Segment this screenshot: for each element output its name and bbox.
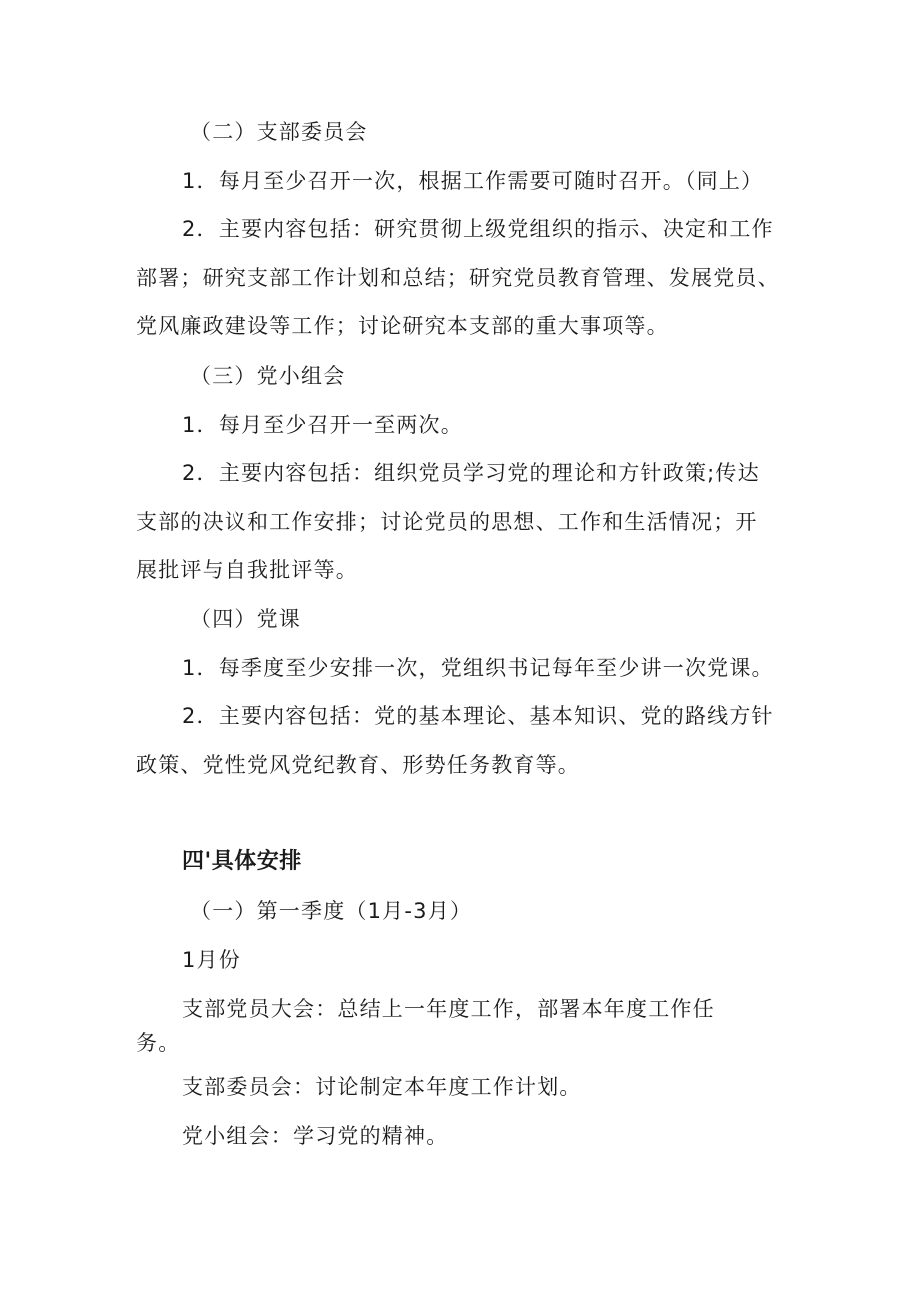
paragraph-line: 支部委员会：讨论制定本年度工作计划。 bbox=[182, 1075, 582, 1099]
paragraph-line: 2．主要内容包括：党的基本理论、基本知识、党的路线方针 bbox=[182, 704, 774, 728]
paragraph-line: 政策、党性党风党纪教育、形势任务教育等。 bbox=[136, 753, 580, 777]
paragraph-line: 展批评与自我批评等。 bbox=[136, 558, 358, 582]
subsection-heading-q1: （一）第一季度（1月-3月） bbox=[190, 899, 473, 923]
paragraph-line: 党风廉政建设等工作；讨论研究本支部的重大事项等。 bbox=[136, 314, 669, 338]
paragraph-line: 党小组会：学习党的精神。 bbox=[182, 1124, 449, 1148]
paragraph-line: 2．主要内容包括：组织党员学习党的理论和方针政策;传达 bbox=[182, 461, 760, 485]
paragraph-line: 1．每季度至少安排一次，党组织书记每年至少讲一次党课。 bbox=[182, 656, 774, 680]
paragraph-line: 2．主要内容包括：研究贯彻上级党组织的指示、决定和工作 bbox=[182, 217, 774, 241]
paragraph-line: 支部党员大会：总结上一年度工作，部署本年度工作任 bbox=[182, 997, 715, 1021]
paragraph-line: 1．每月至少召开一次，根据工作需要可随时召开。（同上） bbox=[182, 169, 764, 193]
section-heading-schedule: 四'具体安排 bbox=[182, 849, 302, 874]
paragraph-line: 1．每月至少召开一至两次。 bbox=[182, 413, 463, 437]
subsection-heading-party-group: （三）党小组会 bbox=[190, 364, 346, 388]
subsection-heading-party-lecture: （四）党课 bbox=[190, 607, 301, 631]
paragraph-line: 支部的决议和工作安排；讨论党员的思想、工作和生活情况；开 bbox=[136, 510, 758, 534]
month-label: 1月份 bbox=[182, 948, 241, 972]
subsection-heading-branch-committee: （二）支部委员会 bbox=[190, 120, 368, 144]
paragraph-line: 部署；研究支部工作计划和总结；研究党员教育管理、发展党员、 bbox=[136, 266, 780, 290]
paragraph-line: 务。 bbox=[136, 1031, 181, 1055]
